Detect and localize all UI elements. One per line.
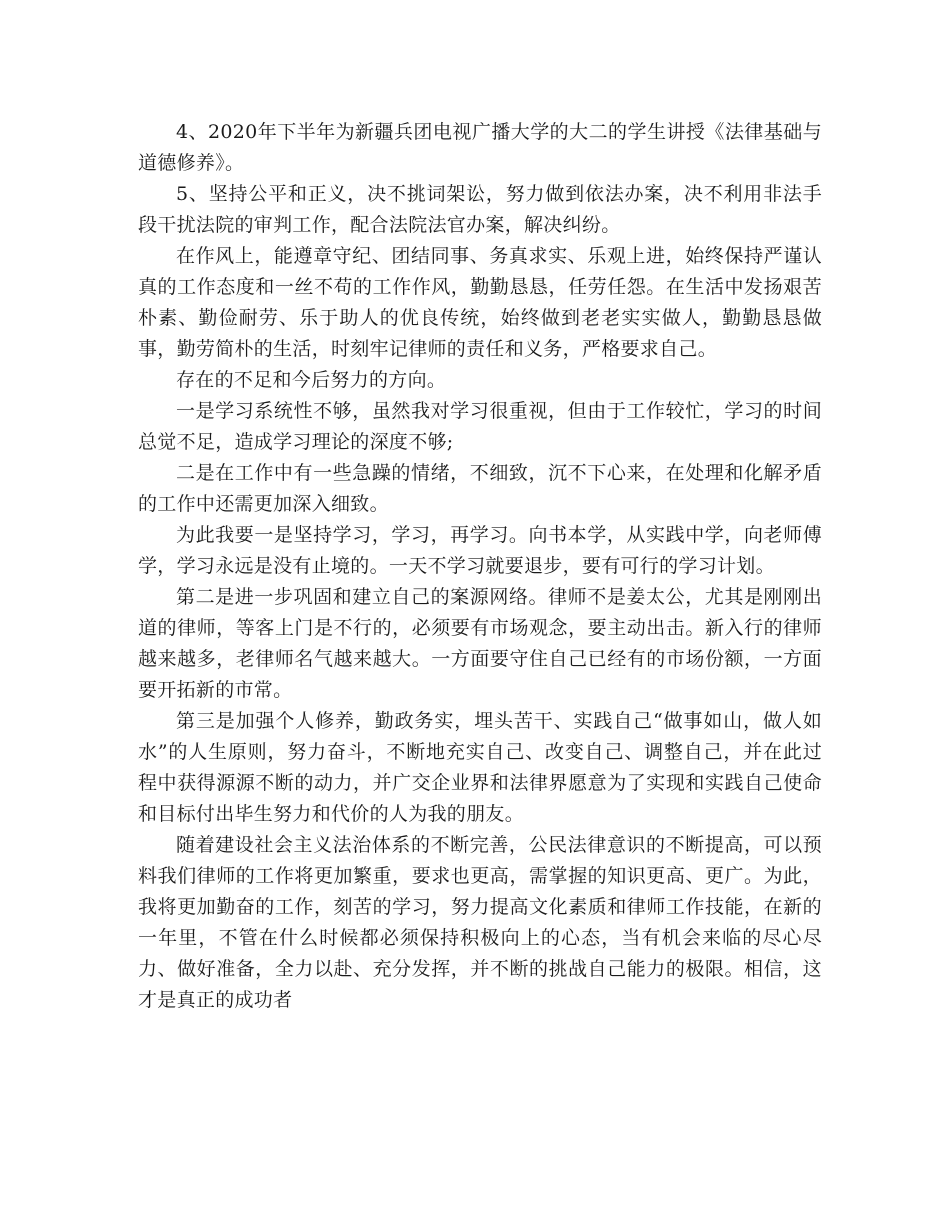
paragraph-shortcoming-two: 二是在工作中有一些急躁的情绪，不细致，沉不下心来，在处理和化解矛盾的工作中还需更加深入细致。 bbox=[138, 462, 822, 515]
paragraph-outlook: 随着建设社会主义法治体系的不断完善，公民法律意识的不断提高，可以预料我们律师的工作将更加繁重，要求也更高，需掌握的知识更高、更广。为此，我将更加勤奋的工作，刻苦的学习，努力提高文化素质和律师工作技能，在新的一年里，不管在什么时候都必须保持积极向上的心态，当有机会来临的尽心尽力、做好准备，全力以赴、充分发挥，并不断的挑战自己能力的极限。相信，这才是真正的成功者 bbox=[138, 834, 822, 1011]
paragraph-item-5: 5、坚持公平和正义，决不挑词架讼，努力做到依法办案，决不利用非法手段干扰法院的审判工作，配合法院法官办案，解决纠纷。 bbox=[138, 183, 822, 236]
paragraph-work-style: 在作风上，能遵章守纪、团结同事、务真求实、乐观上进，始终保持严谨认真的工作态度和一丝不苟的工作作风，勤勤恳恳，任劳任怨。在生活中发扬艰苦朴素、勤俭耐劳、乐于助人的优良传统，始终做到老老实实做人，勤勤恳恳做事，勤劳简朴的生活，时刻牢记律师的责任和义务，严格要求自己。 bbox=[138, 245, 822, 360]
paragraph-shortcomings-heading: 存在的不足和今后努力的方向。 bbox=[176, 369, 447, 391]
paragraph-item-4: 4、2020年下半年为新疆兵团电视广播大学的大二的学生讲授《法律基础与道德修养》。 bbox=[138, 121, 822, 174]
paragraph-plan-study: 为此我要一是坚持学习，学习，再学习。向书本学，从实践中学，向老师傅学，学习永远是没有止境的。一天不学习就要退步，要有可行的学习计划。 bbox=[138, 524, 822, 577]
paragraph-plan-network: 第二是进一步巩固和建立自己的案源网络。律师不是姜太公，尤其是刚刚出道的律师，等客上门是不行的，必须要有市场观念，要主动出击。新入行的律师越来越多，老律师名气越来越大。一方面要守住自己已经有的市场份额，一方面要开拓新的市常。 bbox=[138, 586, 822, 701]
paragraph-plan-cultivation: 第三是加强个人修养，勤政务实，埋头苦干、实践自己“做事如山，做人如水”的人生原则，努力奋斗，不断地充实自己、改变自己、调整自己，并在此过程中获得源源不断的动力，并广交企业界和法律界愿意为了实现和实践自己使命和目标付出毕生努力和代价的人为我的朋友。 bbox=[138, 710, 822, 825]
paragraph-shortcoming-one: 一是学习系统性不够，虽然我对学习很重视，但由于工作较忙，学习的时间总觉不足，造成学习理论的深度不够; bbox=[138, 400, 822, 453]
document-body bbox=[138, 117, 822, 1016]
